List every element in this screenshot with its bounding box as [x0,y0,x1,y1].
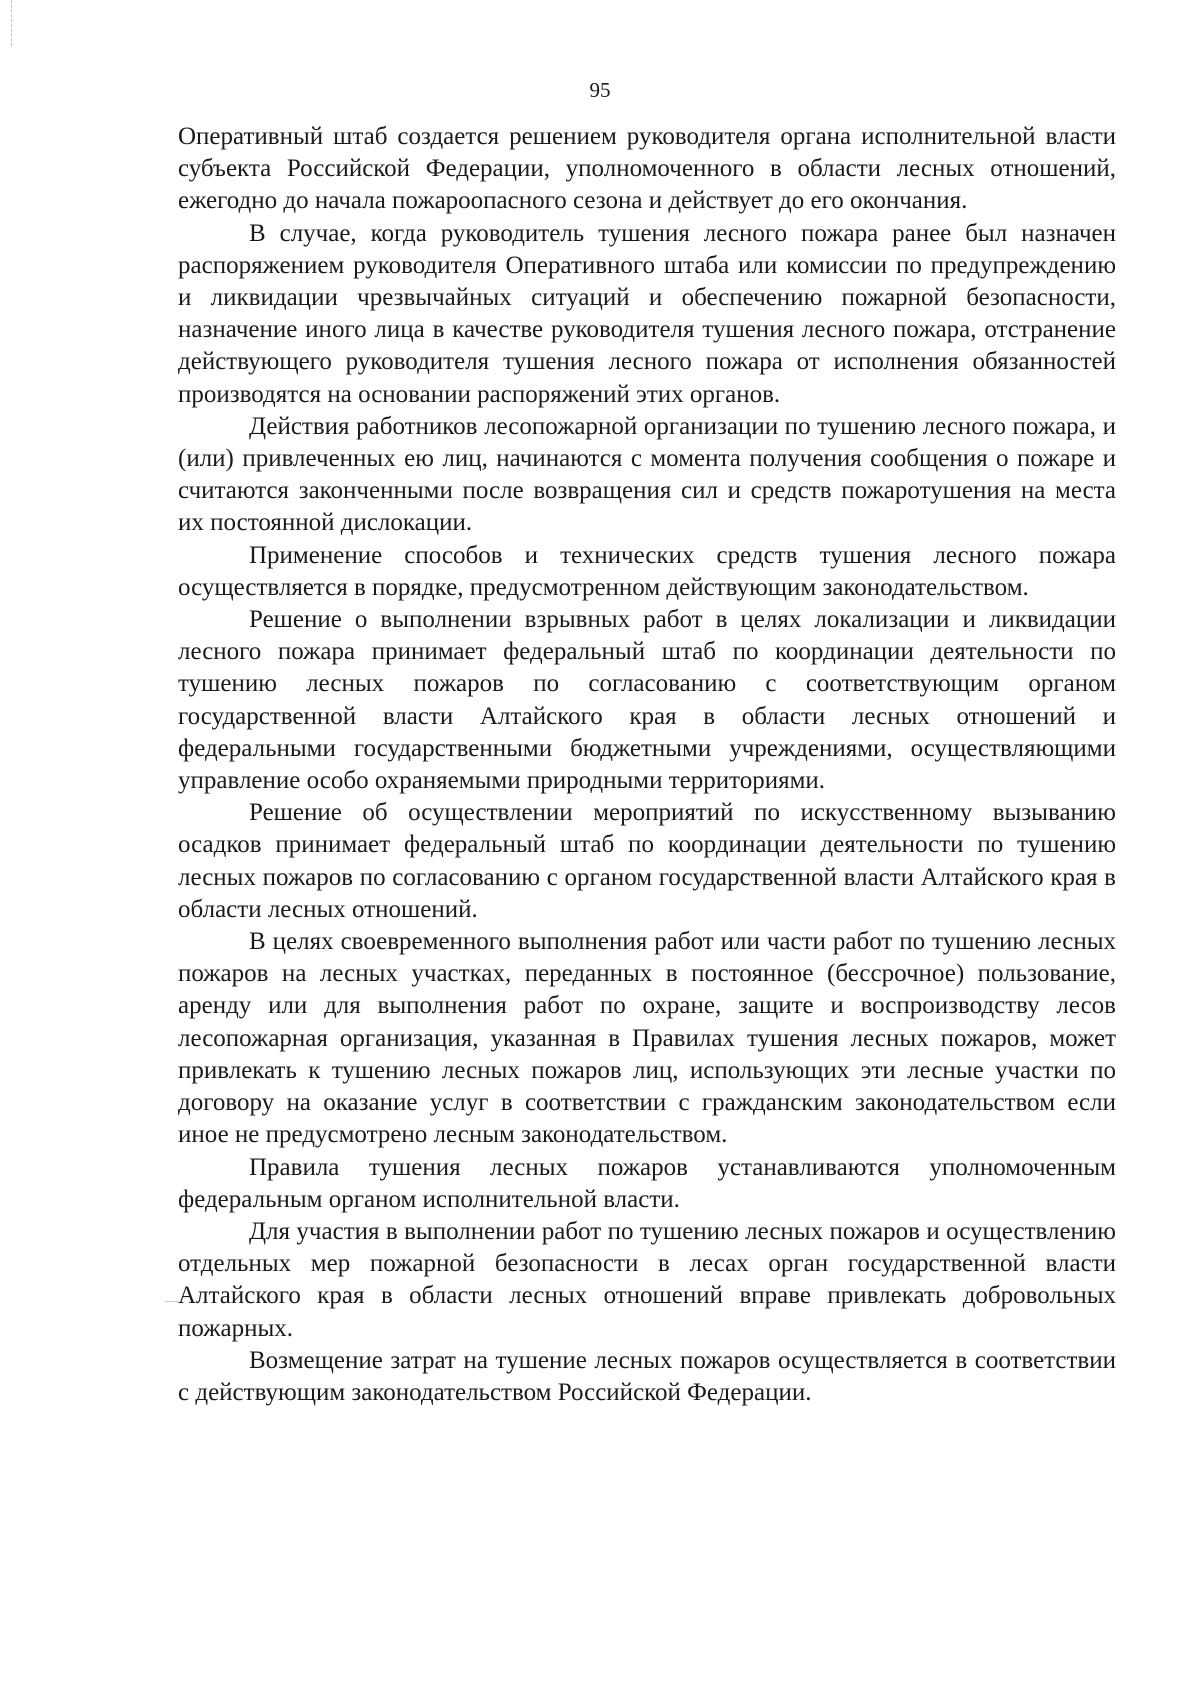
paragraph-1: Оперативный штаб создается решением руководителя органа исполнительной власти субъекта Российской Федерации, уполномоченного в области лесных отношений, ежегодно до начала пожароопасного сезона и действует до его окончания. [178,123,1116,215]
paragraph-6: Решение об осуществлении мероприятий по искусственному вызыванию осадков принимает федеральный штаб по координации деятельности по тушению лесных пожаров по согласованию с органом государственной власти Алтайского края в области лесных отношений. [178,799,1116,923]
paragraph-5: Решение о выполнении взрывных работ в целях локализации и ликвидации лесного пожара принимает федеральный штаб по координации деятельности по тушению лесных пожаров по согласованию с соответствующим органом государственной власти Алтайского края в области лесных отношений и федеральными государственными бюджетными учреждениями, осуществляющими управление особо охраняемыми природными территориями. [178,606,1116,795]
paragraph-4: Применение способов и технических средств тушения лесного пожара осуществляется в порядке, предусмотренном действующим законодательством. [178,541,1116,601]
scan-stray-mark [165,1301,178,1302]
paragraph-7: В целях своевременного выполнения работ или части работ по тушению лесных пожаров на лесных участках, переданных в постоянное (бессрочное) пользование, аренду или для выполнения работ по охране, защите и воспроизводству лесов лесопожарная организация, указанная в Правилах тушения лесных пожаров, может привлекать к тушению лесных пожаров лиц, использующих эти лесные участки по договору на оказание услуг в соответствии с гражданским законодательством если иное не предусмотрено лесным законодательством. [178,928,1116,1149]
paragraph-8: Правила тушения лесных пожаров устанавливаются уполномоченным федеральным органом исполнительной власти. [178,1153,1116,1213]
scan-edge-mark [11,0,13,46]
paragraph-10: Возмещение затрат на тушение лесных пожаров осуществляется в соответствии с действующим законодательством Российской Федерации. [178,1346,1116,1406]
paragraph-9: Для участия в выполнении работ по тушению лесных пожаров и осуществлению отдельных мер пожарной безопасности в лесах орган государственной власти Алтайского края в области лесных отношений вправе привлекать добровольных пожарных. [178,1217,1116,1342]
document-body [178,121,1116,1409]
paragraph-3: Действия работников лесопожарной организации по тушению лесного пожара, и (или) привлеченных ею лиц, начинаются с момента получения сообщения о пожаре и считаются законченными после возвращения сил и средств пожаротушения на места их постоянной дислокации. [178,412,1116,537]
paragraph-2: В случае, когда руководитель тушения лесного пожара ранее был назначен распоряжением руководителя Оперативного штаба или комиссии по предупреждению и ликвидации чрезвычайных ситуаций и обеспечению пожарной безопасности, назначение иного лица в качестве руководителя тушения лесного пожара, отстранение действующего руководителя тушения лесного пожара от исполнения обязанностей производятся на основании распоряжений этих органов. [178,219,1116,408]
page-number: 95 [589,78,611,102]
